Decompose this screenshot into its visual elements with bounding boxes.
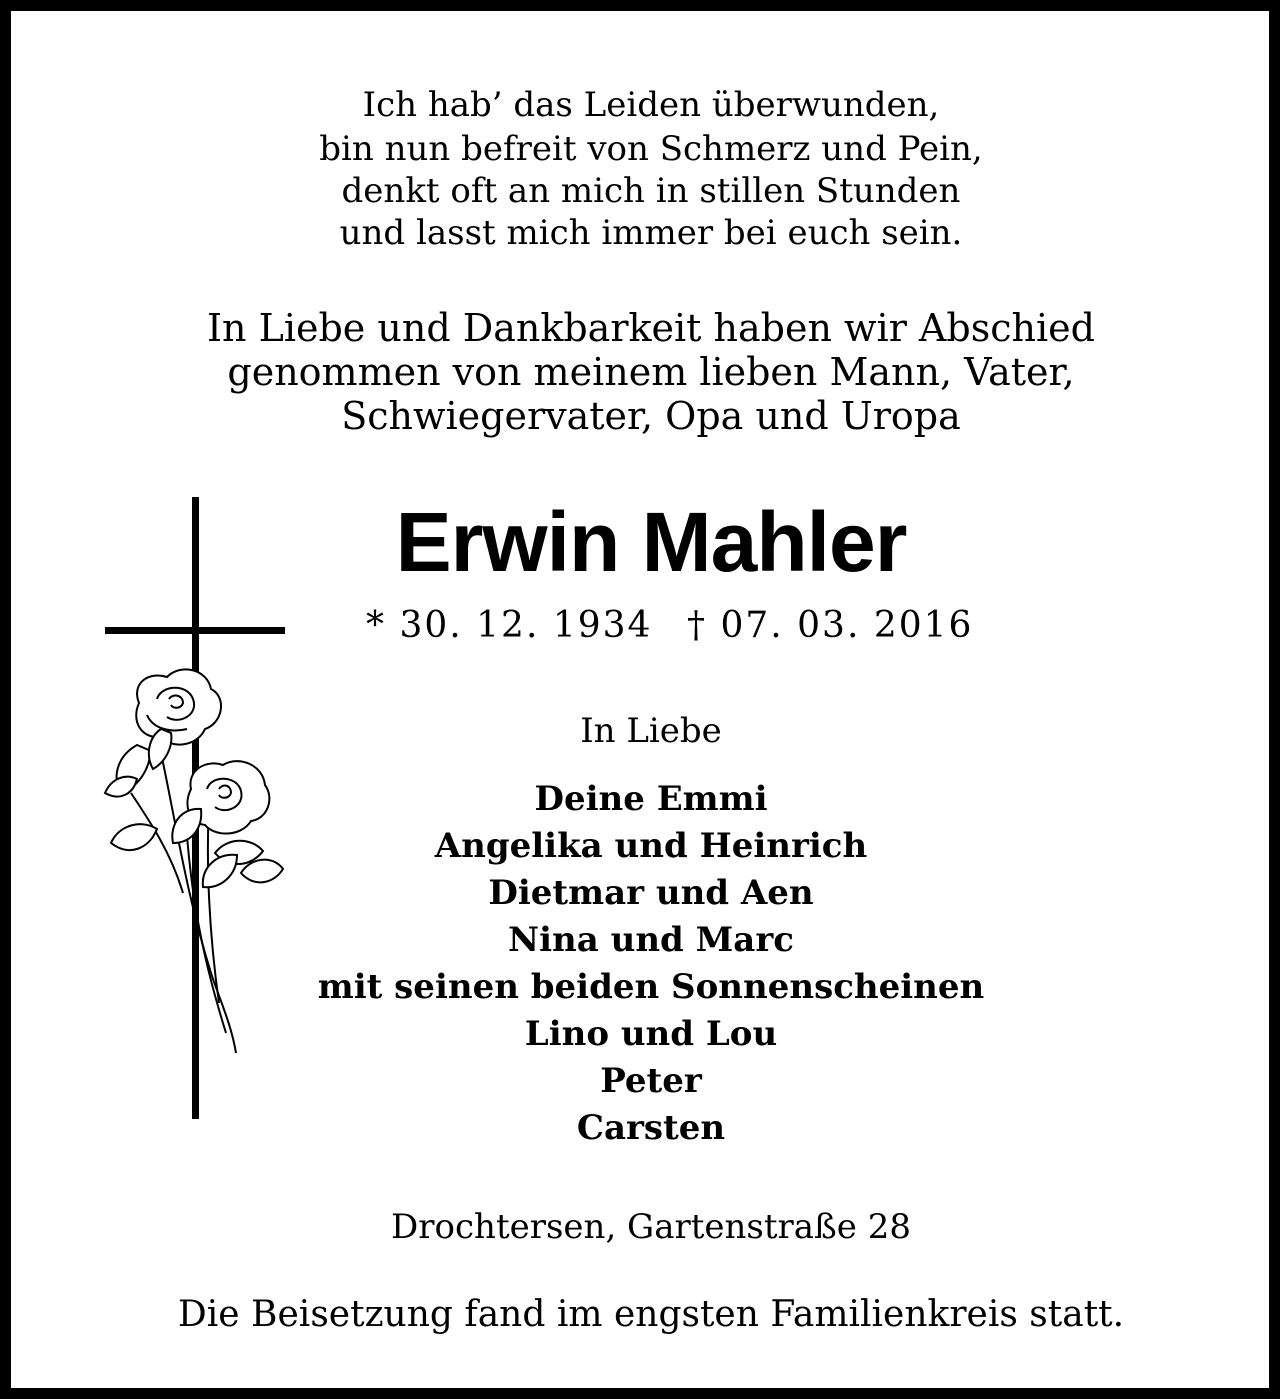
family-line-1: Deine Emmi bbox=[534, 779, 768, 819]
intro-line-1: In Liebe und Dankbarkeit haben wir Abschied bbox=[207, 306, 1095, 350]
poem-line-2: bin nun befreit von Schmerz und Pein, bbox=[319, 129, 983, 169]
poem-line-4: und lasst mich immer bei euch sein. bbox=[339, 213, 963, 253]
birth-date: * 30. 12. 1934 bbox=[366, 605, 653, 646]
family-line-2: Angelika und Heinrich bbox=[434, 826, 868, 866]
funeral-note: Die Beisetzung fand im engsten Familienkreis statt. bbox=[177, 1294, 1125, 1335]
deceased-name: Erwin Mahler bbox=[395, 495, 907, 589]
poem-line-3: denkt oft an mich in stillen Stunden bbox=[341, 171, 961, 211]
closing-intro: In Liebe bbox=[580, 711, 722, 751]
intro-line-3: Schwiegervater, Opa und Uropa bbox=[341, 394, 961, 438]
family-line-7: Peter bbox=[600, 1061, 702, 1101]
family-line-3: Dietmar und Aen bbox=[488, 873, 814, 913]
family-line-6: Lino und Lou bbox=[524, 1014, 778, 1054]
family-line-4: Nina und Marc bbox=[508, 920, 794, 960]
death-date: † 07. 03. 2016 bbox=[687, 605, 974, 646]
address: Drochtersen, Gartenstraße 28 bbox=[391, 1207, 911, 1247]
family-line-8: Carsten bbox=[576, 1108, 726, 1148]
intro-line-2: genommen von meinem lieben Mann, Vater, bbox=[227, 350, 1075, 394]
family-line-5: mit seinen beiden Sonnenscheinen bbox=[317, 967, 985, 1007]
poem-line-1: Ich hab’ das Leiden überwunden, bbox=[362, 85, 940, 125]
